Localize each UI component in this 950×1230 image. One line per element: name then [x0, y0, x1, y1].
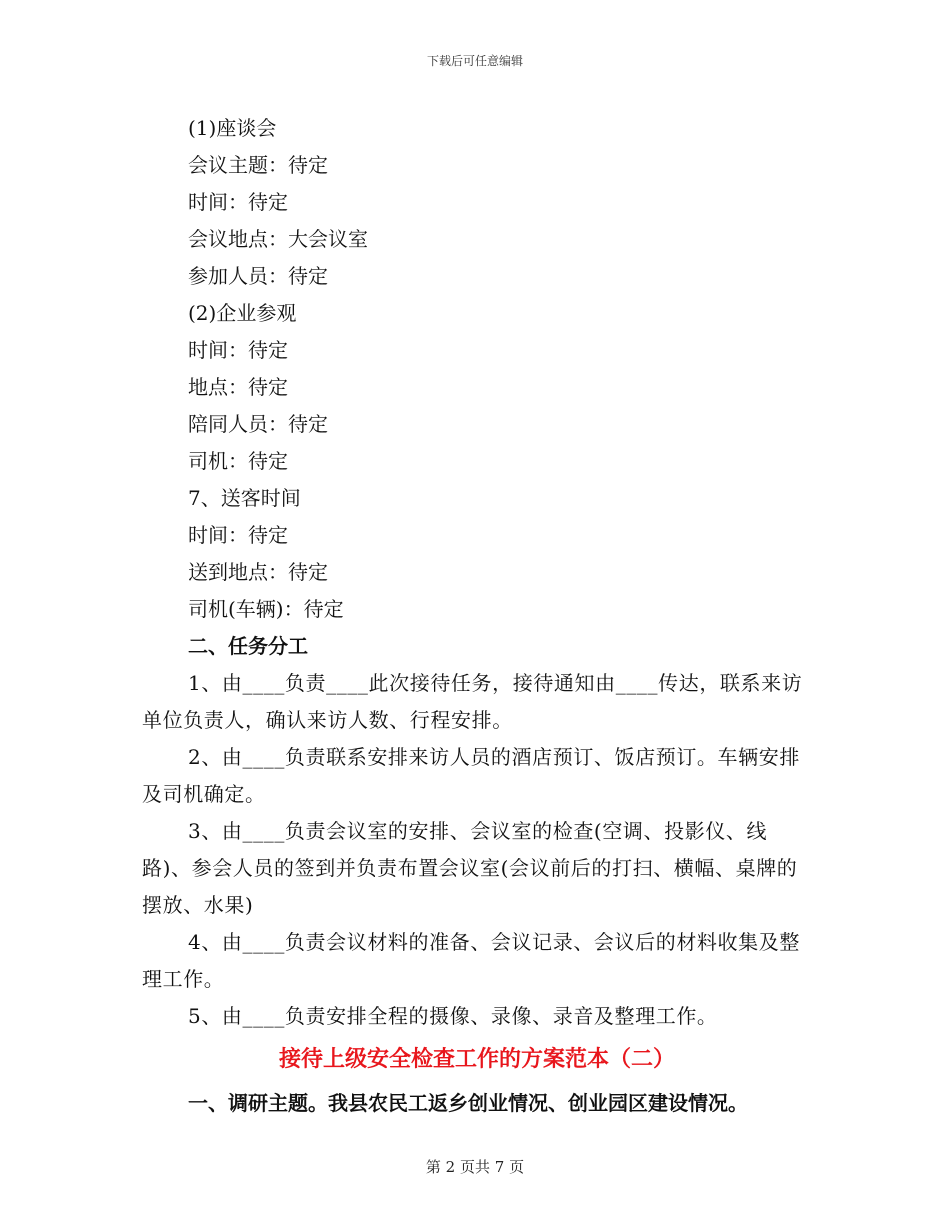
line-item: 时间：待定 [188, 190, 288, 214]
line-item: 陪同人员：待定 [188, 412, 328, 436]
line-item: 参加人员：待定 [188, 264, 328, 288]
line-item: 会议地点：大会议室 [188, 227, 368, 251]
page-footer: 第 2 页共 7 页 [425, 1158, 525, 1176]
task-paragraph: 2、由____负责联系安排来访人员的酒店预订、饭店预订。车辆安排及司机确定。 [142, 745, 800, 806]
line-item: 送到地点：待定 [188, 560, 328, 584]
line-item: 时间：待定 [188, 338, 288, 362]
line-item: 司机(车辆)：待定 [188, 597, 344, 621]
page-header: 下载后可任意编辑 [426, 54, 523, 68]
line-item: 会议主题：待定 [188, 153, 328, 177]
task-paragraph: 5、由____负责安排全程的摄像、录像、录音及整理工作。 [188, 1004, 718, 1028]
line-item: 地点：待定 [188, 375, 288, 399]
line-item: (2)企业参观 [188, 301, 297, 325]
document-body [142, 110, 812, 1125]
task-paragraph: 1、由____负责____此次接待任务，接待通知由____传达，联系来访单位负责人，确认来访人数、行程安排。 [142, 671, 803, 732]
line-item: (1)座谈会 [188, 116, 277, 140]
document-title: 接待上级安全检查工作的方案范本（二） [278, 1046, 675, 1072]
research-topic-line: 一、调研主题。我县农民工返乡创业情况、创业园区建设情况。 [188, 1091, 748, 1115]
line-item: 时间：待定 [188, 523, 288, 547]
task-paragraph: 4、由____负责会议材料的准备、会议记录、会议后的材料收集及整理工作。 [142, 930, 800, 991]
line-item: 7、送客时间 [188, 486, 301, 510]
section-heading: 二、任务分工 [188, 634, 308, 658]
task-paragraph: 3、由____负责会议室的安排、会议室的检查(空调、投影仪、线路)、参会人员的签到并负责布置会议室(会议前后的打扫、横幅、桌牌的摆放、水果) [142, 819, 798, 917]
line-item: 司机：待定 [188, 449, 288, 473]
